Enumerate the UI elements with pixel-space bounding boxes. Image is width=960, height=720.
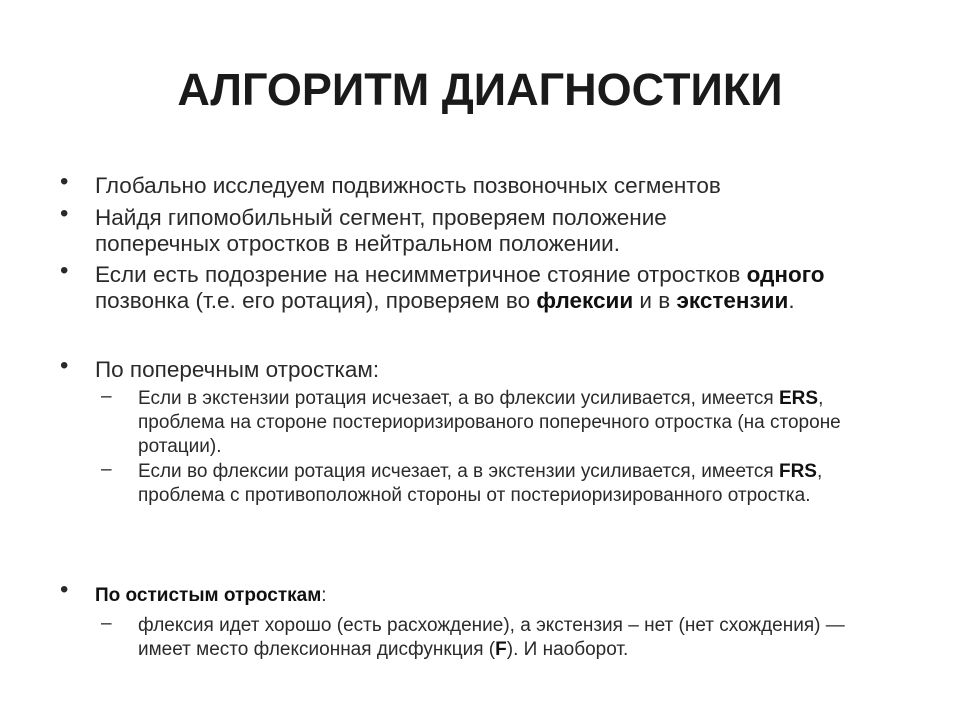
sub-bullet-text-part: Если во флексии ротация исчезает, а в экстензии усиливается, имеется xyxy=(138,461,779,482)
bold-text: FRS xyxy=(778,461,817,482)
sub-bullet-item xyxy=(101,386,848,459)
bullet-text: Найдя гипомобильный сегмент, проверяем положение поперечных отростков в нейтральном положении. xyxy=(95,205,667,256)
slide-title: АЛГОРИТМ ДИАГНОСТИКИ xyxy=(177,64,783,115)
bold-text: одного xyxy=(746,262,825,287)
bullet-item xyxy=(60,352,895,383)
dash-marker: – xyxy=(101,613,112,634)
sub-bullet-text-part: Если в экстензии ротация исчезает, а во флексии усиливается, имеется xyxy=(138,388,779,409)
bullet-item xyxy=(60,168,895,199)
bullet-text-part: позвонка (т.е. его ротация), проверяем во xyxy=(95,288,537,313)
sub-bullet-text-part: , проблема на стороне постериоризированого поперечного отростка (на стороне ротации). xyxy=(138,388,841,457)
bullet-text: Глобально исследуем подвижность позвоночных сегментов xyxy=(95,173,721,198)
bullet-text: По поперечным отросткам: xyxy=(95,357,380,382)
bullet-item xyxy=(60,257,885,314)
bullet-marker: • xyxy=(60,168,69,195)
sub-bullet-text-part: флексия идет хорошо (есть расхождение), а экстензия – нет (нет схождения) — имеет место флексионная дисфункция ( xyxy=(138,615,845,660)
sub-bullet-text-part: , проблема с противоположной стороны от постериоризированного отростка. xyxy=(138,461,823,506)
bullet-marker: • xyxy=(60,200,69,227)
bullet-marker: • xyxy=(60,576,69,603)
bold-text: экстензии xyxy=(676,288,789,313)
bold-text: флексии xyxy=(536,288,634,313)
bullet-text-part: : xyxy=(321,585,327,606)
sub-bullet-text-part: ). И наоборот. xyxy=(506,639,629,660)
bullet-text-part: Если есть подозрение на несимметричное стояние отростков xyxy=(95,262,747,287)
dash-marker: – xyxy=(101,386,112,407)
bullet-marker: • xyxy=(60,257,69,284)
sub-bullet-item xyxy=(101,613,868,662)
bullet-item xyxy=(60,200,785,257)
bullet-text-part: . xyxy=(788,288,795,313)
bullet-item xyxy=(60,576,895,608)
bullet-marker: • xyxy=(60,352,69,379)
sub-bullet-item xyxy=(101,459,848,508)
bold-text: ERS xyxy=(778,388,819,409)
bullet-text-part: и в xyxy=(633,288,677,313)
dash-marker: – xyxy=(101,459,112,480)
bold-text: По остистым отросткам xyxy=(95,585,322,606)
bold-text: F xyxy=(495,639,507,660)
